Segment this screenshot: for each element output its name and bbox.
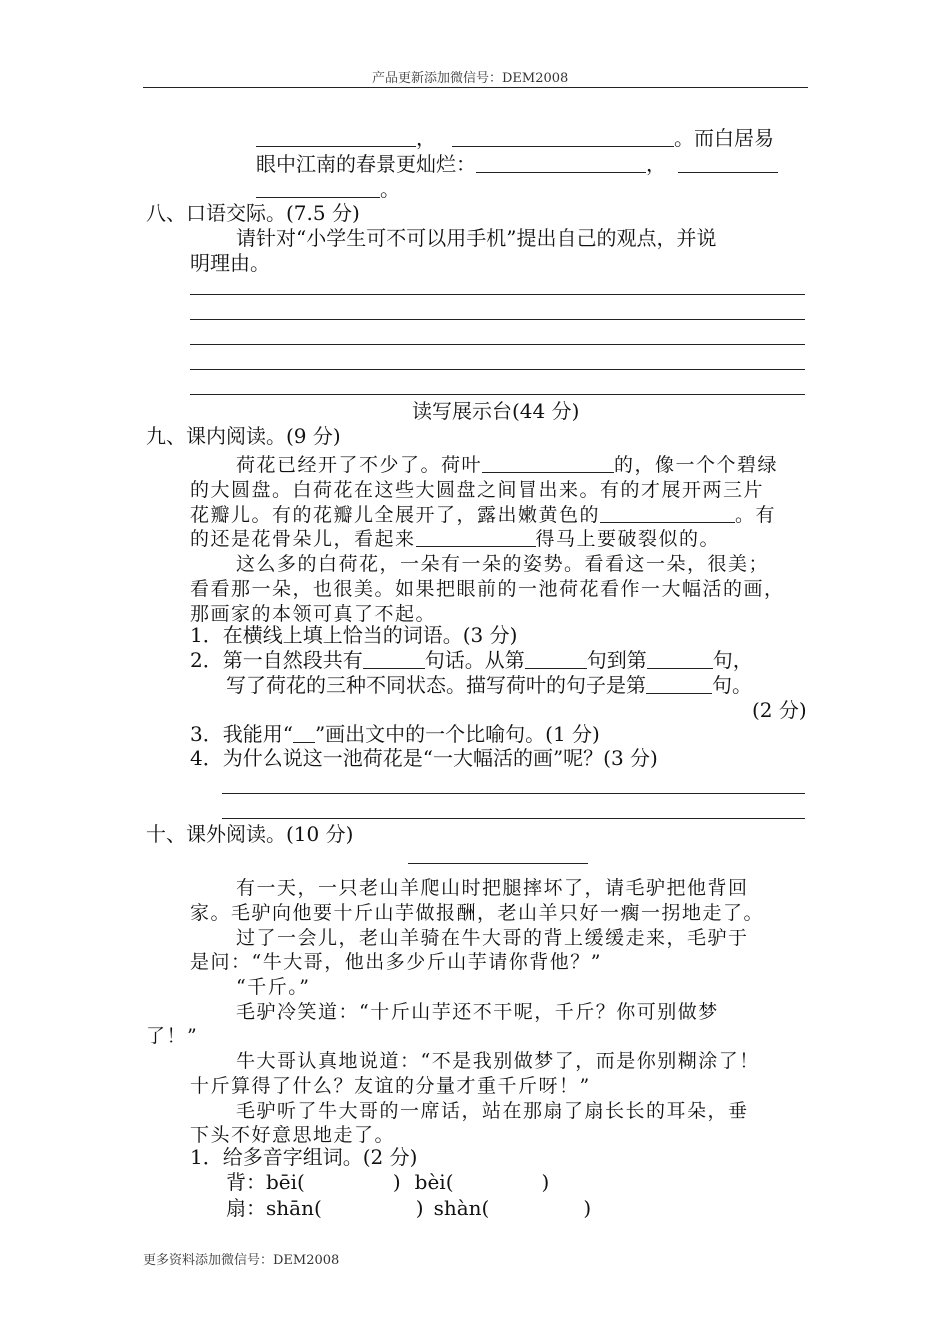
top-line-2: 眼中江南的春景更灿烂： ， [256, 152, 778, 176]
passage-line: 花瓣儿。有的花瓣儿全展开了，露出嫩黄色的 。有 [190, 504, 777, 526]
question-9-2: 2．第一自然段共有 句话。从第 句到第 句， [190, 648, 753, 672]
answer-line[interactable] [190, 319, 805, 320]
question-9-2-cont: 写了荷花的三种不同状态。描写荷叶的句子是第 句。 [226, 673, 752, 697]
answer-line[interactable] [190, 344, 805, 345]
question-9-1: 1．在横线上填上恰当的词语。(3 分) [190, 623, 518, 647]
polyphone-row-2: 扇：shān( ) shàn( ) [226, 1196, 592, 1220]
passage-line: 下头不好意思地走了。 [190, 1124, 396, 1146]
passage-line: 这么多的白荷花，一朵有一朵的姿势。看看这一朵，很美； [236, 553, 770, 575]
question-score: (2 分) [752, 698, 807, 722]
passage-line: 的大圆盘。白荷花在这些大圆盘之间冒出来。有的才展开两三片 [190, 479, 765, 501]
section-8-prompt-1: 请针对“小学生可不可以用手机”提出自己的观点，并说 [236, 226, 717, 250]
blank[interactable] [600, 504, 735, 523]
title-blank[interactable] [408, 863, 588, 864]
passage-line: 荷花已经开了不少了。荷叶 的，像一个个碧绿 [236, 454, 779, 476]
passage-line: 的还是花骨朵儿，看起来 得马上要破裂似的。 [190, 528, 721, 550]
page-header: 产品更新添加微信号：DEM2008 [372, 71, 569, 86]
blank[interactable] [646, 675, 712, 694]
passage-line: 毛驴冷笑道：“十斤山芋还不干呢，千斤？你可别做梦 [236, 1001, 719, 1023]
passage-line: 是问：“牛大哥，他出多少斤山芋请你背他？” [190, 951, 602, 973]
blank[interactable] [256, 128, 416, 147]
answer-line[interactable] [222, 793, 805, 794]
answer-line[interactable] [190, 394, 805, 395]
question-10-1: 1．给多音字组词。(2 分) [190, 1145, 418, 1169]
underline-sample [293, 736, 315, 743]
header-rule [143, 87, 808, 88]
polyphone-row-1: 背：bēi( ) bèi( ) [226, 1170, 550, 1194]
answer-line[interactable] [190, 294, 805, 295]
passage-line: 了！” [146, 1025, 199, 1047]
passage-line: 过了一会儿，老山羊骑在牛大哥的背上缓缓走来，毛驴于 [236, 927, 749, 949]
blank[interactable] [363, 650, 425, 669]
blank[interactable] [482, 454, 614, 473]
answer-line[interactable] [222, 818, 805, 819]
top-line-1: ， 。而白居易 [256, 126, 774, 150]
section-8-prompt-2: 明理由。 [190, 251, 270, 275]
blank[interactable] [525, 650, 587, 669]
passage-line: 那画家的本领可真了不起。 [190, 603, 437, 625]
blank[interactable] [647, 650, 713, 669]
blank[interactable] [678, 154, 778, 173]
page-footer: 更多资料添加微信号：DEM2008 [143, 1253, 340, 1268]
question-9-3: 3．我能用“ ”画出文中的一个比喻句。(1 分) [190, 722, 600, 746]
section-10-title: 十、课外阅读。(10 分) [146, 822, 354, 846]
blank[interactable] [416, 528, 536, 547]
blank[interactable] [256, 179, 380, 198]
blank[interactable] [476, 154, 646, 173]
passage-line: 有一天，一只老山羊爬山时把腿摔坏了，请毛驴把他背回 [236, 877, 749, 899]
section-banner: 读写展示台(44 分) [412, 399, 580, 423]
passage-line: 牛大哥认真地说道：“不是我别做梦了，而是你别糊涂了！ [236, 1050, 760, 1072]
passage-line: 毛驴听了牛大哥的一席话，站在那扇了扇长长的耳朵，垂 [236, 1100, 749, 1122]
blank[interactable] [452, 128, 674, 147]
section-9-title: 九、课内阅读。(9 分) [146, 424, 341, 448]
passage-line: 十斤算得了什么？友谊的分量才重千斤呀！” [190, 1075, 591, 1097]
top-line-3: 。 [256, 177, 400, 201]
passage-line: “千斤。” [236, 976, 311, 998]
passage-line: 家。毛驴向他要十斤山芋做报酬，老山羊只好一瘸一拐地走了。 [190, 902, 765, 924]
question-9-4: 4．为什么说这一池荷花是“一大幅活的画”呢？(3 分) [190, 746, 658, 770]
passage-line: 看看那一朵，也很美。如果把眼前的一池荷花看作一大幅活的画， [190, 578, 785, 600]
answer-line[interactable] [190, 369, 805, 370]
section-8-title: 八、口语交际。(7.5 分) [146, 201, 360, 225]
